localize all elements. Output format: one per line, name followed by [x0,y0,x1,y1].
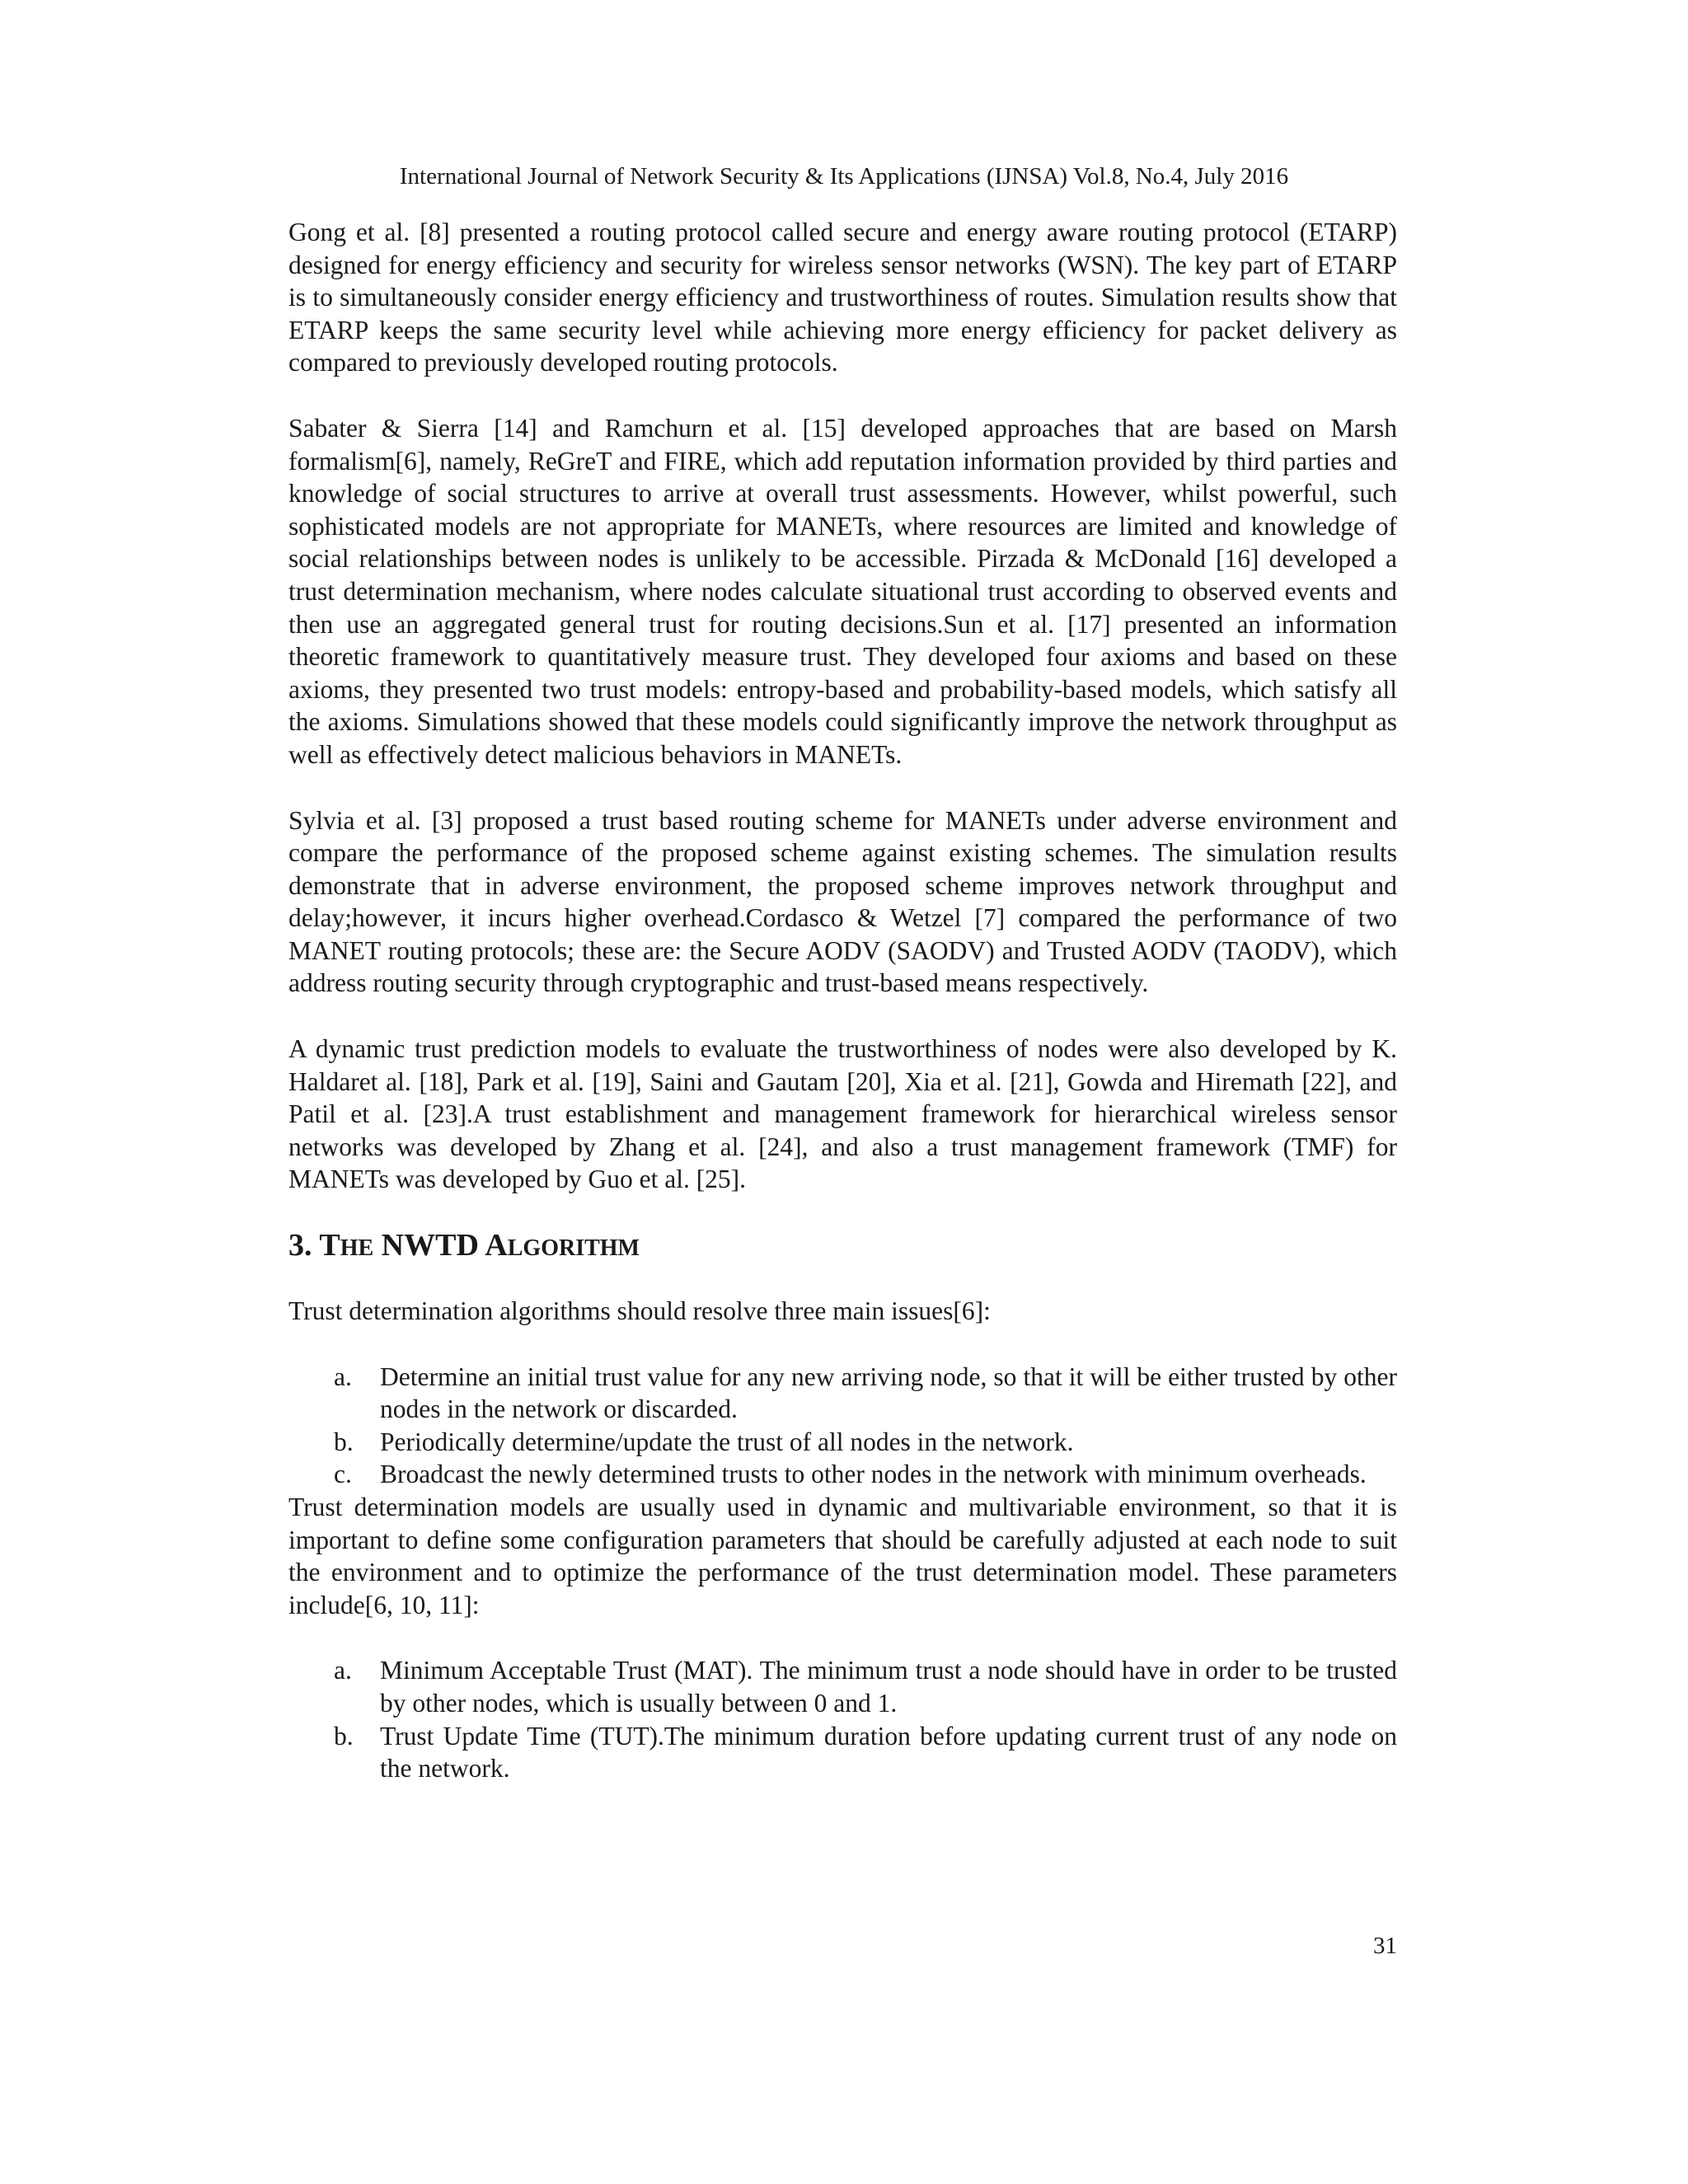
list-marker: c. [334,1460,352,1489]
heading-nwtd: NWTD [381,1228,479,1263]
parameters-list [288,1654,1397,1784]
parameters-paragraph: Trust determination models are usually used in dynamic and multivariable environment, so that it is important to define some configuration parameters that should be carefully adjusted at each node to suit the environment and to optimize the performance of the trust determination model. These parameters include[6, 10, 11]: [288,1493,1397,1619]
paragraph-gong: Gong et al. [8] presented a routing protocol called secure and energy aware routing protocol (ETARP) designed for energy efficiency and security for wireless sensor networks (WSN). The key part of ETARP is to simultaneously consider energy efficiency and trustworthiness of routes. Simulation results show that ETARP keeps the same security level while achieving more energy efficiency for packet delivery as compared to previously developed routing protocols. [288,218,1397,377]
paragraph-dynamic-trust: A dynamic trust prediction models to evaluate the trustworthiness of nodes were also developed by K. Haldaret al. [18], Park et al. [19], Saini and Gautam [20], Xia et al. [21], Gowda and Hiremath [22], and Patil et al. [23].A trust establishment and management framework for hierarchical wireless sensor networks was developed by Zhang et al. [24], and also a trust management framework (TMF) for MANETs was developed by Guo et al. [25]. [288,1034,1397,1194]
section-number: 3. [288,1228,312,1263]
heading-algorithm-rest: LGORITHM [507,1235,640,1262]
list-item [334,1720,1397,1785]
page-number: 31 [1373,1933,1397,1959]
list-item [334,1458,1397,1491]
list-item [334,1654,1397,1719]
list-item-text: Broadcast the newly determined trusts to other nodes in the network with minimum overheads. [380,1460,1367,1489]
list-item-text: Periodically determine/update the trust of all nodes in the network. [380,1427,1074,1456]
list-marker: b. [334,1427,354,1456]
issues-list [288,1361,1397,1491]
list-item [334,1361,1397,1426]
section-heading [288,1227,1397,1267]
page-body [288,216,1397,1785]
list-marker: b. [334,1721,354,1750]
running-header: International Journal of Network Security & Its Applications (IJNSA) Vol.8, No.4, July 2016 [399,163,1289,190]
list-item [334,1426,1397,1459]
issues-intro: Trust determination algorithms should resolve three main issues[6]: [288,1296,991,1326]
list-item-text: Determine an initial trust value for any new arriving node, so that it will be either trusted by other nodes in the network or discarded. [380,1361,1397,1424]
paragraph-sylvia: Sylvia et al. [3] proposed a trust based routing scheme for MANETs under adverse environment and compare the performance of the proposed scheme against existing schemes. The simulation results demonstrate that in adverse environment, the proposed scheme improves network throughput and delay;however, it incurs higher overhead.Cordasco & Wetzel [7] compared the performance of two MANET routing protocols; these are: the Secure AODV (SAODV) and Trusted AODV (TAODV), which address routing security through cryptographic and trust-based means respectively. [288,805,1397,998]
heading-the-rest: HE [340,1235,374,1262]
list-marker: a. [334,1656,352,1685]
heading-algorithm-initial: A [485,1228,508,1263]
list-item-text: Trust Update Time (TUT).The minimum duration before updating current trust of any node on the network. [380,1721,1397,1783]
heading-the-initial: T [319,1228,340,1263]
list-marker: a. [334,1361,352,1391]
paragraph-sabater: Sabater & Sierra [14] and Ramchurn et al. [15] developed approaches that are based on Marsh formalism[6], namely, ReGreT and FIRE, which add reputation information provided by third parties and knowledge of social structures to arrive at overall trust assessments. However, whilst powerful, such sophisticated models are not appropriate for MANETs, where resources are limited and knowledge of social relationships between nodes is unlikely to be accessible. Pirzada & McDonald [16] developed a trust determination mechanism, where nodes calculate situational trust according to observed events and then use an aggregated general trust for routing decisions.Sun et al. [17] presented an information theoretic framework to quantitatively measure trust. They developed four axioms and based on these axioms, they presented two trust models: entropy-based and probability-based models, which satisfy all the axioms. Simulations showed that these models could significantly improve the network throughput as well as effectively detect malicious behaviors in MANETs. [288,413,1397,769]
list-item-text: Minimum Acceptable Trust (MAT). The minimum trust a node should have in order to be trusted by other nodes, which is usually between 0 and 1. [380,1656,1397,1718]
